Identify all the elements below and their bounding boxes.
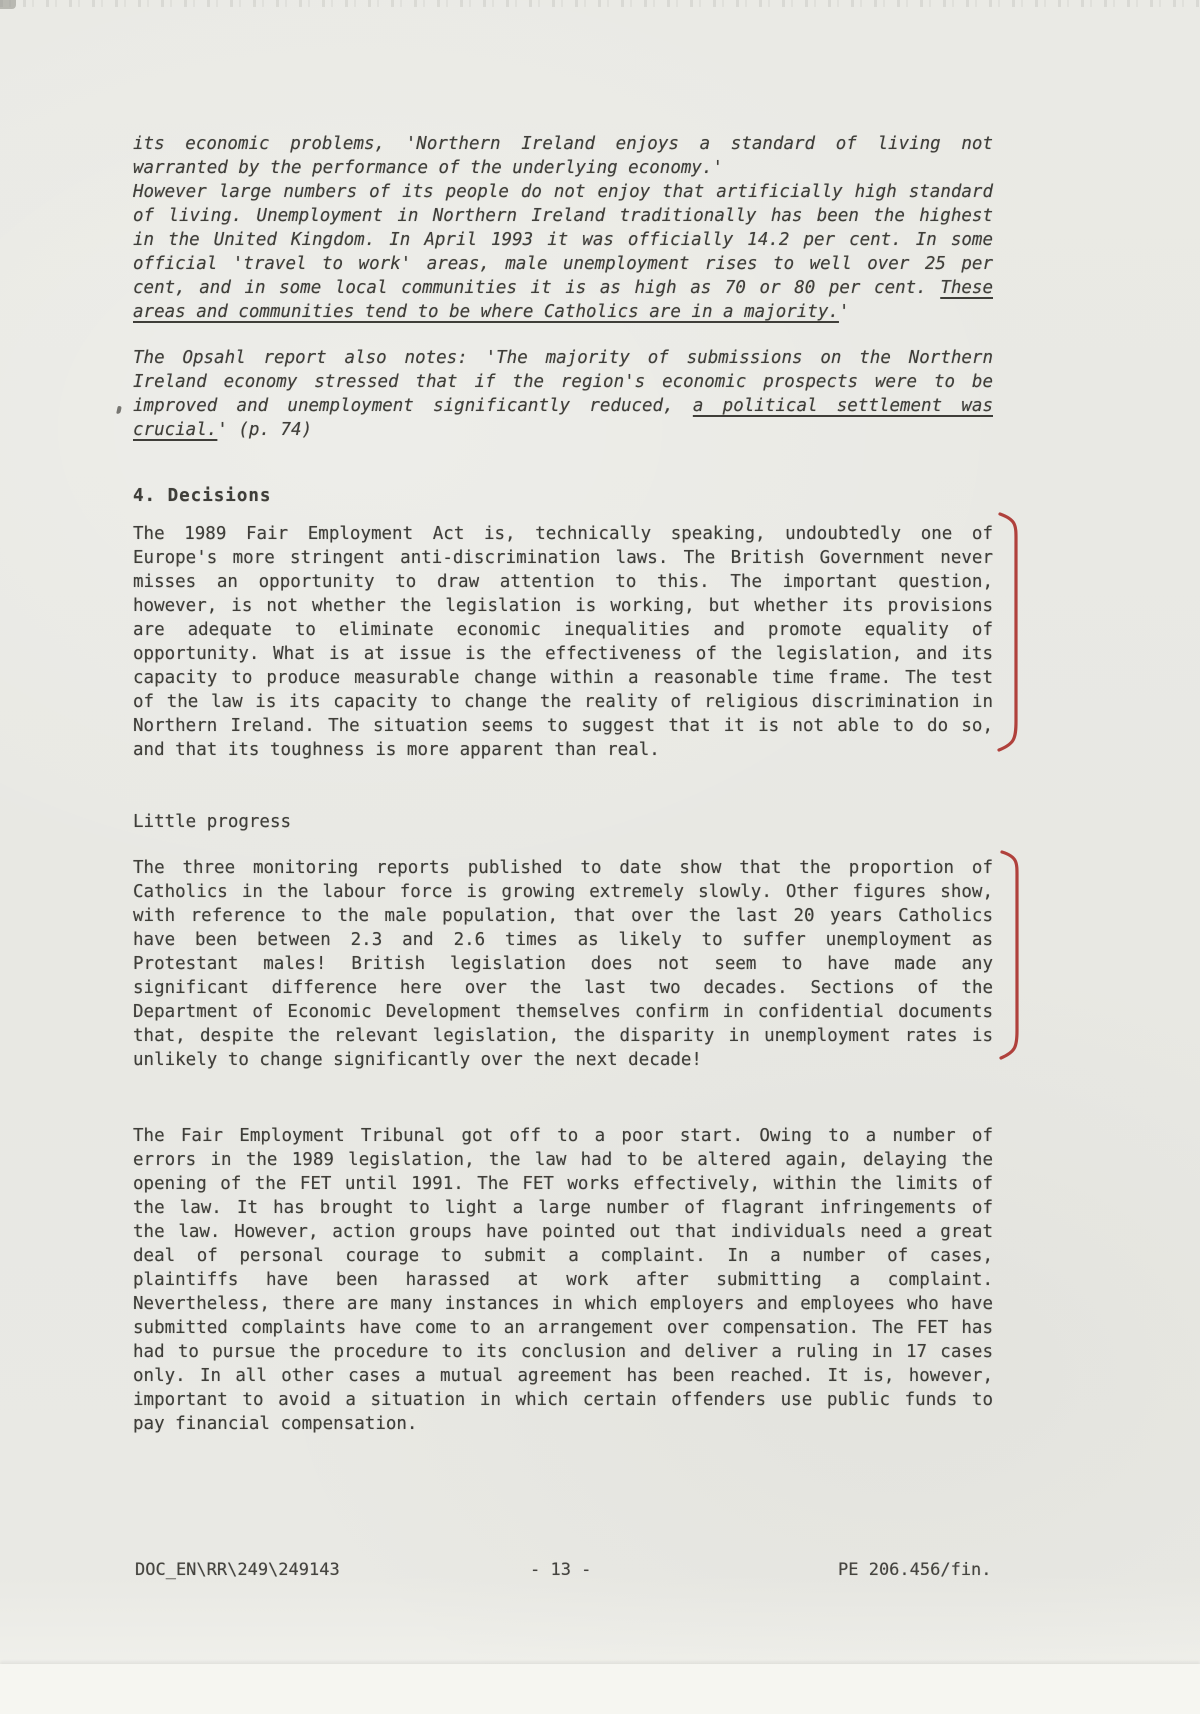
- footer-pe-reference: PE 206.456/fin.: [838, 1560, 992, 1580]
- text-line: Department of Economic Development themselves confirm in confidential documents: [133, 1002, 993, 1022]
- text-line: The three monitoring reports published to date show that the proportion of: [133, 858, 993, 878]
- text-line: have been between 2.3 and 2.6 times as likely to suffer unemployment as: [133, 930, 993, 950]
- text-line: unlikely to change significantly over the next decade!: [133, 1050, 702, 1070]
- text-line: deal of personal courage to submit a complaint. In a number of cases,: [133, 1246, 993, 1266]
- text-line: of the law is its capacity to change the reality of religious discrimination in: [133, 692, 993, 712]
- text-line: Nevertheless, there are many instances in which employers and employees who have: [133, 1294, 993, 1314]
- text-line: plaintiffs have been harassed at work after submitting a complaint.: [133, 1270, 993, 1290]
- text-line: the law. However, action groups have pointed out that individuals need a great: [133, 1222, 993, 1242]
- text-line: However large numbers of its people do not enjoy that artificially high standard: [133, 182, 993, 202]
- text-line: official 'travel to work' areas, male unemployment rises to well over 25 per: [133, 254, 993, 274]
- text-line: of living. Unemployment in Northern Ireland traditionally has been the highest: [133, 206, 993, 226]
- text-line: warranted by the performance of the underlying economy.': [133, 158, 724, 178]
- text-line: Europe's more stringent anti-discrimination laws. The British Government never: [133, 548, 993, 568]
- paragraph: [133, 522, 993, 762]
- scan-noise-top: [0, 0, 1200, 7]
- text-line: The Opsahl report also notes: 'The majority of submissions on the Northern: [133, 348, 993, 368]
- text-line: errors in the 1989 legislation, the law had to be altered again, delaying the: [133, 1150, 993, 1170]
- text-line: its economic problems, 'Northern Ireland enjoys a standard of living not: [133, 134, 993, 154]
- text-line: however, is not whether the legislation is working, but whether its provisions: [133, 596, 993, 616]
- text-line: improved and unemployment significantly reduced, a political settlement was: [133, 396, 993, 416]
- footer-doc-reference: DOC_EN\RR\249\249143: [135, 1560, 340, 1580]
- text-line: areas and communities tend to be where Catholics are in a majority.': [133, 302, 850, 322]
- text-line: submitted complaints have come to an arrangement over compensation. The FET has: [133, 1318, 993, 1338]
- text-line: capacity to produce measurable change within a reasonable time frame. The test: [133, 668, 993, 688]
- text-line: only. In all other cases a mutual agreement has been reached. It is, however,: [133, 1366, 993, 1386]
- text-line: The Fair Employment Tribunal got off to a poor start. Owing to a number of: [133, 1126, 993, 1146]
- text-line: Ireland economy stressed that if the region's economic prospects were to be: [133, 372, 993, 392]
- footer-page-number: - 13 -: [530, 1560, 592, 1580]
- text-line: The 1989 Fair Employment Act is, technically speaking, undoubtedly one of: [133, 524, 993, 544]
- text-line: the law. It has brought to light a large number of flagrant infringements of: [133, 1198, 993, 1218]
- text-line: with reference to the male population, that over the last 20 years Catholics: [133, 906, 993, 926]
- page-bottom-edge: [0, 1664, 1200, 1714]
- text-line: misses an opportunity to draw attention to this. The important question,: [133, 572, 993, 592]
- subheading: Little progress: [133, 812, 292, 832]
- text-line: opening of the FET until 1991. The FET works effectively, within the limits of: [133, 1174, 993, 1194]
- text-line: important to avoid a situation in which certain offenders use public funds to: [133, 1390, 993, 1410]
- paragraph: [133, 856, 993, 1072]
- text-line: that, despite the relevant legislation, the disparity in unemployment rates is: [133, 1026, 993, 1046]
- text-line: pay financial compensation.: [133, 1414, 418, 1434]
- text-line: opportunity. What is at issue is the effectiveness of the legislation, and its: [133, 644, 993, 664]
- text-line: and that its toughness is more apparent than real.: [133, 740, 660, 760]
- margin-bracket-icon: [997, 511, 1029, 753]
- text-line: Northern Ireland. The situation seems to suggest that it is not able to do so,: [133, 716, 993, 736]
- text-line: are adequate to eliminate economic inequalities and promote equality of: [133, 620, 993, 640]
- document-body: [133, 132, 993, 1436]
- paragraph: [133, 1124, 993, 1436]
- scan-artifact-corner: [0, 0, 16, 9]
- text-line: in the United Kingdom. In April 1993 it was officially 14.2 per cent. In some: [133, 230, 993, 250]
- text-line: cent, and in some local communities it is as high as 70 or 80 per cent. These: [133, 278, 993, 298]
- page-footer: [0, 1560, 1200, 1586]
- text-line: had to pursue the procedure to its conclusion and deliver a ruling in 17 cases: [133, 1342, 993, 1362]
- margin-bracket-icon: [999, 849, 1031, 1061]
- heading: 4. Decisions: [133, 486, 272, 506]
- text-line: Catholics in the labour force is growing extremely slowly. Other figures show,: [133, 882, 993, 902]
- text-line: Protestant males! British legislation does not seem to have made any: [133, 954, 993, 974]
- stray-mark: [116, 406, 122, 415]
- text-line: crucial.' (p. 74): [133, 420, 313, 440]
- text-line: significant difference here over the last two decades. Sections of the: [133, 978, 993, 998]
- paragraph: [133, 346, 993, 442]
- paragraph: [133, 132, 993, 324]
